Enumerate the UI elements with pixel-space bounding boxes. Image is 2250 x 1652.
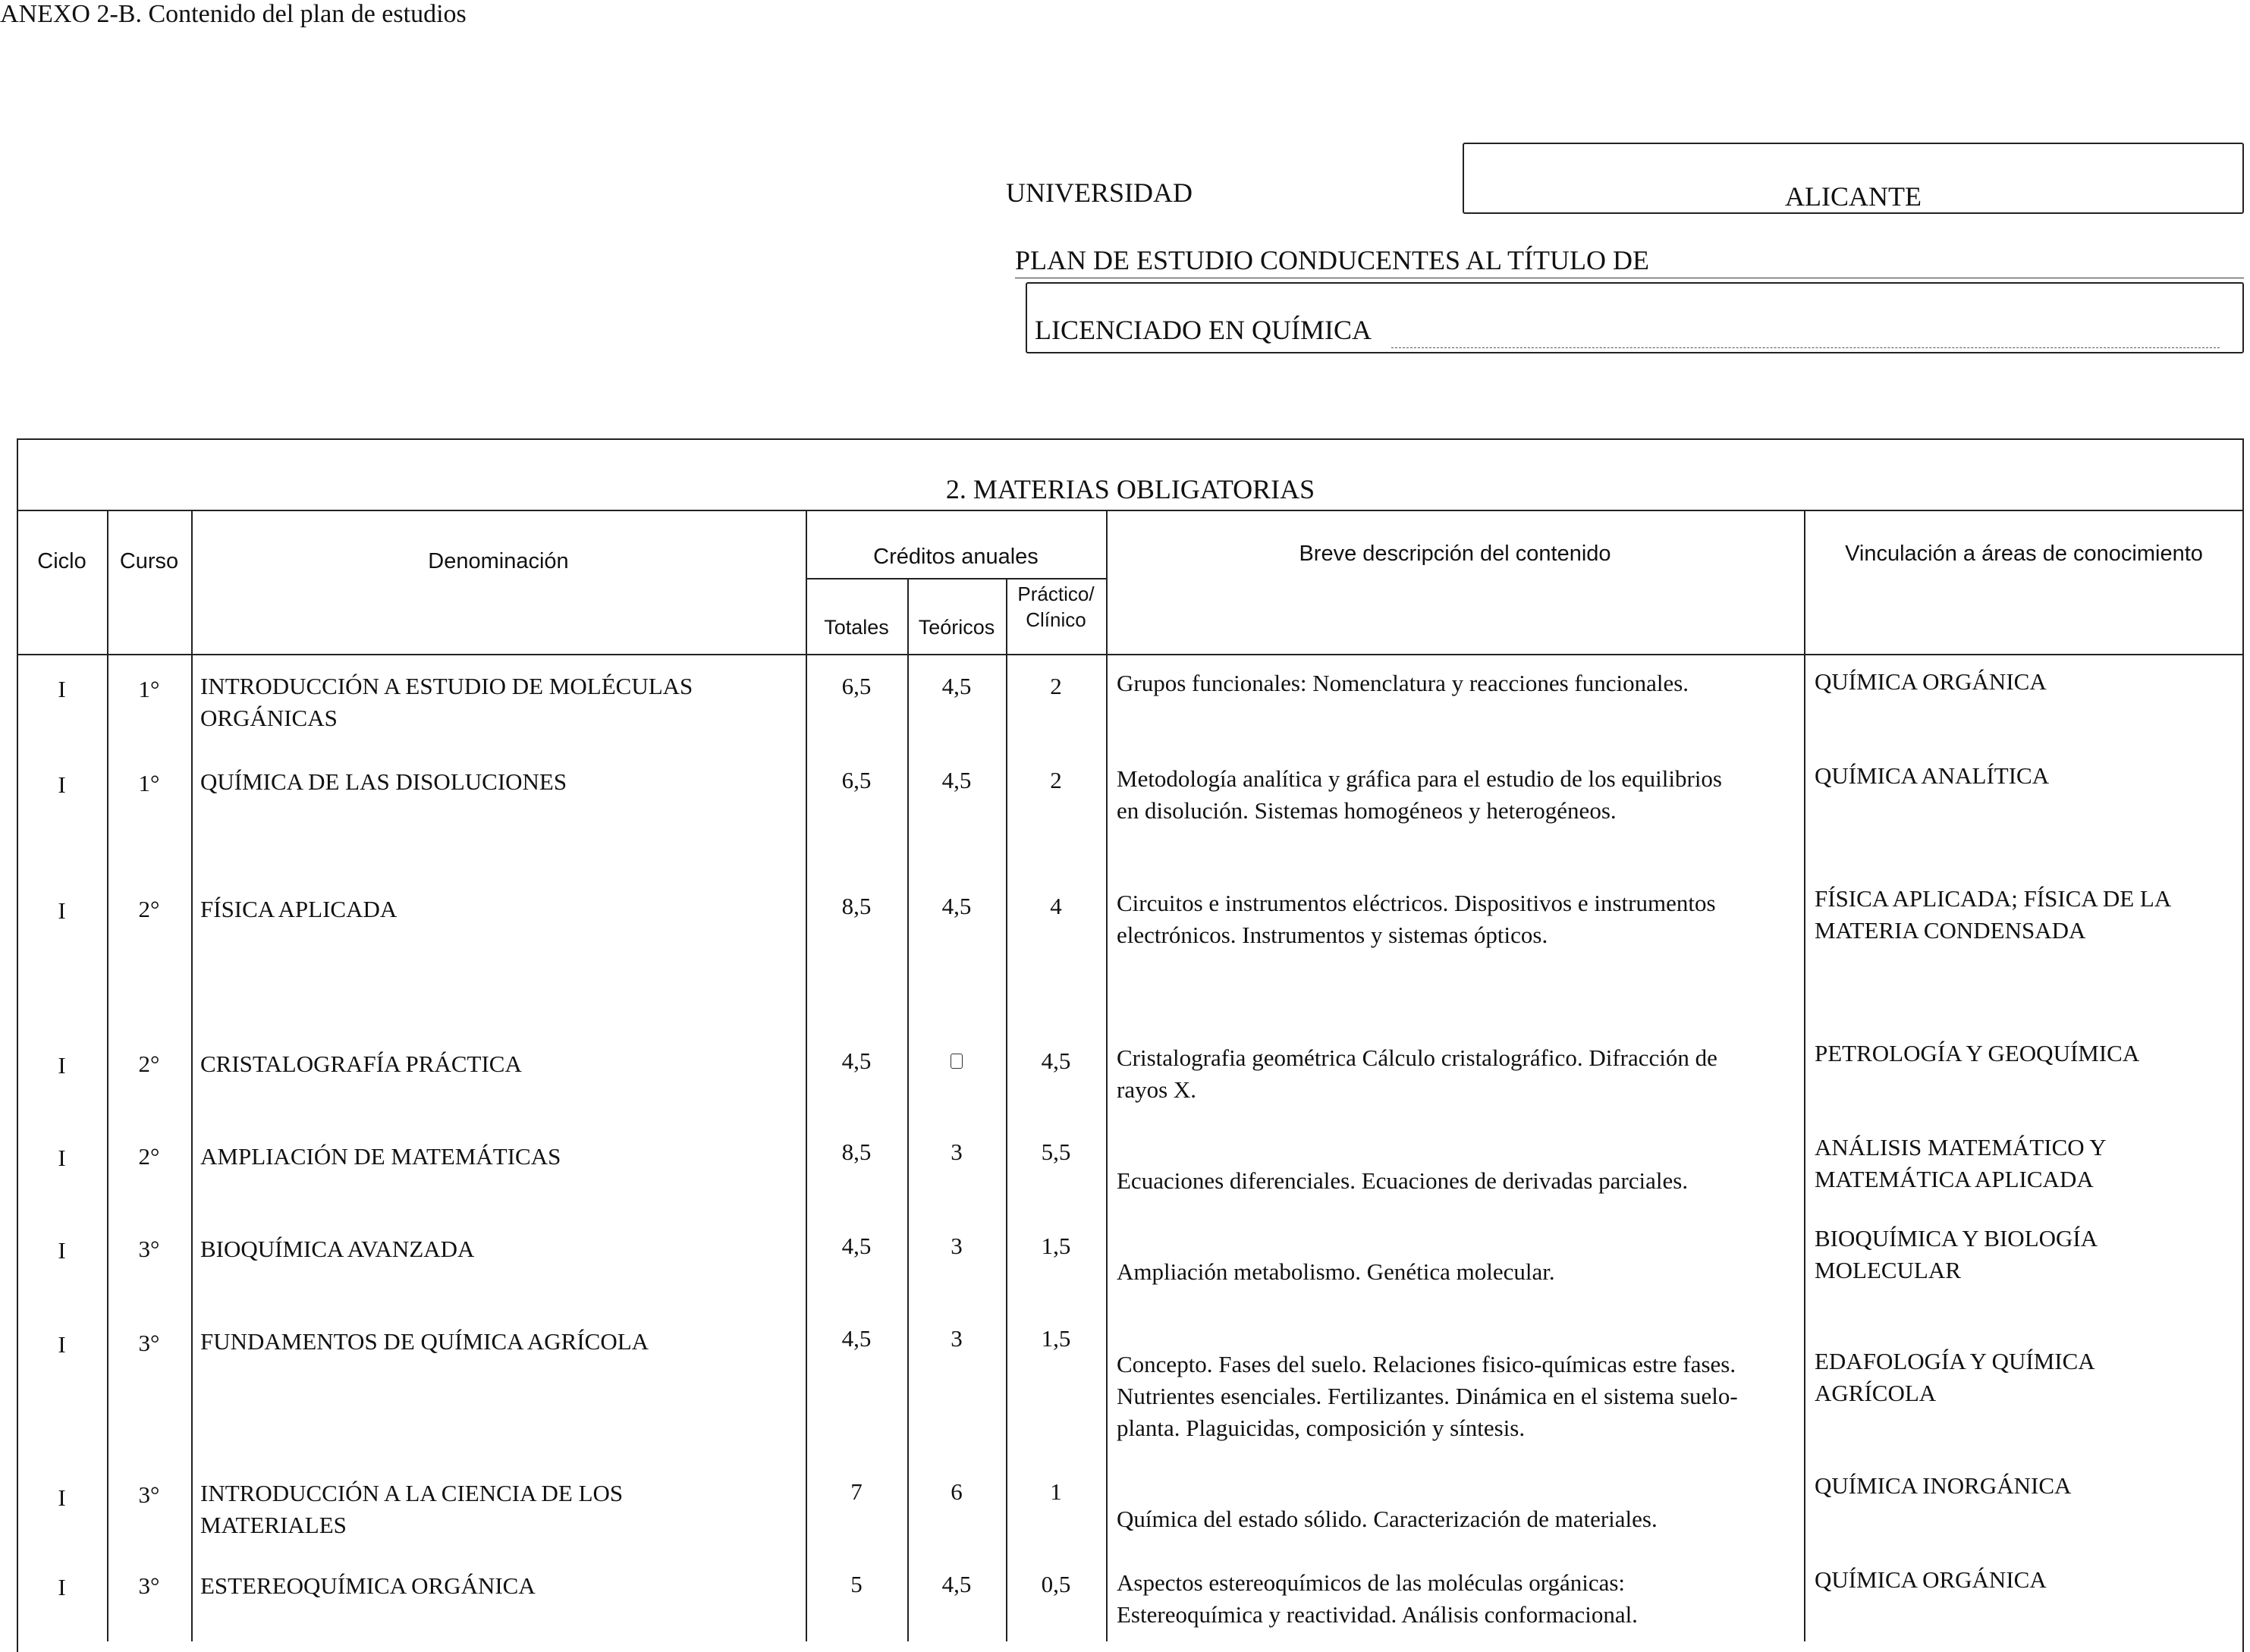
row3-curso: 2° [138,896,160,922]
row6-denominacion-line1: BIOQUÍMICA AVANZADA [200,1236,475,1262]
row4-practicos: 4,5 [1041,1047,1071,1074]
row9-vinculacion [1815,1564,2239,1596]
row9-denominacion [200,1570,800,1602]
row5-denominacion [200,1141,800,1173]
credits-sub-line [806,578,1106,579]
row7-teoricos: 3 [951,1325,963,1352]
row8-descripcion-line1: Química del estado sólido. Caracterización de materiales. [1117,1506,1658,1532]
row8-ciclo: I [58,1484,66,1511]
row4-denominacion-line1: CRISTALOGRAFÍA PRÁCTICA [200,1051,522,1077]
header-creditos: Créditos anuales [873,545,1039,569]
header-totales: Totales [824,616,889,639]
row7-vinculacion [1815,1346,2239,1409]
header-vinculacion: Vinculación a áreas de conocimiento [1845,542,2203,566]
row5-vinculacion-line1: ANÁLISIS MATEMÁTICO Y [1815,1134,2107,1160]
section-title: 2. MATERIAS OBLIGATORIAS [945,474,1315,504]
row2-totales: 6,5 [841,767,872,793]
row8-denominacion-line2: MATERIALES [200,1512,347,1538]
row5-practicos: 5,5 [1041,1138,1071,1165]
col-line-7 [1804,510,1805,1641]
row4-descripcion-line1: Cristalografia geométrica Cálculo cristalográfico. Difracción de [1117,1044,1717,1071]
row5-vinculacion-line2: MATEMÁTICA APLICADA [1815,1166,2094,1192]
row6-curso: 3° [138,1236,160,1262]
row5-denominacion-line1: AMPLIACIÓN DE MATEMÁTICAS [200,1143,561,1170]
header-practico [1006,581,1106,633]
university-box [1463,143,2244,214]
university-value: ALICANTE [1785,181,1922,212]
row7-vinculacion-line1: EDAFOLOGÍA Y QUÍMICA [1815,1348,2095,1374]
row1-teoricos: 4,5 [941,673,972,699]
row4-descripcion [1117,1042,1799,1106]
col-line-6 [1106,510,1108,1641]
row2-descripcion-line1: Metodología analítica y gráfica para el estudio de los equilibrios [1117,765,1722,792]
row4-ciclo: I [58,1052,66,1079]
row4-teoricos [907,1045,1006,1077]
row6-practicos: 1,5 [1041,1233,1071,1259]
row8-descripcion [1117,1503,1799,1535]
row3-descripcion [1117,887,1799,951]
row1-descripcion [1117,667,1799,699]
row1-ciclo: I [58,676,66,702]
row6-totales: 4,5 [841,1233,872,1259]
row1-vinculacion [1815,666,2239,698]
row7-practicos: 1,5 [1041,1325,1071,1352]
row9-totales: 5 [850,1571,863,1597]
row5-descripcion [1117,1165,1799,1197]
row2-descripcion-line2: en disolución. Sistemas homogéneos y heterogéneos. [1117,797,1617,824]
row9-curso: 3° [138,1572,160,1599]
row7-descripcion-line3: planta. Plaguicidas, composición y síntesis. [1117,1415,1526,1441]
row8-curso: 3° [138,1481,160,1508]
header-denominacion: Denominación [428,549,569,573]
row6-ciclo: I [58,1237,66,1264]
row9-descripcion [1117,1567,1799,1631]
row5-ciclo: I [58,1145,66,1171]
header-practico-line1: Práctico/ [1017,583,1095,605]
row2-denominacion-line1: QUÍMICA DE LAS DISOLUCIONES [200,768,567,795]
row7-totales: 4,5 [841,1325,872,1352]
row3-ciclo: I [58,897,66,924]
row6-denominacion [200,1233,800,1265]
row8-denominacion [200,1478,800,1541]
row8-denominacion-line1: INTRODUCCIÓN A LA CIENCIA DE LOS [200,1480,624,1506]
row3-teoricos: 4,5 [941,893,972,919]
row3-descripcion-line1: Circuitos e instrumentos eléctricos. Dispositivos e instrumentos [1117,890,1716,916]
row1-descripcion-line1: Grupos funcionales: Nomenclatura y reacciones funcionales. [1117,670,1689,696]
row7-curso: 3° [138,1330,160,1356]
degree-title-dashline [1391,347,2220,348]
row1-practicos: 2 [1050,673,1062,699]
header-top-line [17,510,2244,511]
row7-ciclo: I [58,1331,66,1358]
header-teoricos: Teóricos [918,616,995,639]
row5-teoricos: 3 [951,1138,963,1165]
header-descripcion: Breve descripción del contenido [1299,542,1611,566]
row1-vinculacion-line1: QUÍMICA ORGÁNICA [1815,668,2047,695]
row7-descripcion [1117,1349,1799,1444]
row9-teoricos: 4,5 [941,1571,972,1597]
row4-vinculacion [1815,1038,2239,1069]
row7-denominacion [200,1326,800,1358]
degree-title-box [1026,282,2244,353]
row8-vinculacion-line1: QUÍMICA INORGÁNICA [1815,1472,2072,1499]
row3-vinculacion-line1: FÍSICA APLICADA; FÍSICA DE LA [1815,885,2172,912]
row6-descripcion-line1: Ampliación metabolismo. Genética molecular. [1117,1258,1555,1285]
row4-teoricos-box-glyph [951,1054,963,1069]
row3-totales: 8,5 [841,893,872,919]
row2-practicos: 2 [1050,767,1062,793]
row9-descripcion-line2: Estereoquímica y reactividad. Análisis conformacional. [1117,1601,1638,1628]
row2-denominacion [200,766,800,798]
row3-practicos: 4 [1050,893,1062,919]
row7-descripcion-line1: Concepto. Fases del suelo. Relaciones fisico-químicas estre fases. [1117,1351,1736,1377]
row3-descripcion-line2: electrónicos. Instrumentos y sistemas ópticos. [1117,922,1548,948]
row2-vinculacion [1815,760,2239,792]
row2-teoricos: 4,5 [941,767,972,793]
row9-descripcion-line1: Aspectos estereoquímicos de las moléculas orgánicas: [1117,1569,1626,1596]
row7-vinculacion-line2: AGRÍCOLA [1815,1380,1937,1406]
row1-totales: 6,5 [841,673,872,699]
degree-title: LICENCIADO EN QUÍMICA [1035,315,1372,345]
col-line-2 [191,510,193,1641]
row5-curso: 2° [138,1143,160,1170]
row8-teoricos: 6 [951,1478,963,1505]
header-curso: Curso [119,549,179,573]
row8-practicos: 1 [1050,1478,1062,1505]
row3-denominacion [200,894,800,925]
row5-descripcion-line1: Ecuaciones diferenciales. Ecuaciones de derivadas parciales. [1117,1167,1689,1194]
row3-vinculacion [1815,883,2239,947]
row1-denominacion [200,671,800,734]
row4-denominacion [200,1048,800,1080]
row2-curso: 1° [138,770,160,796]
row8-totales: 7 [850,1478,863,1505]
row3-denominacion-line1: FÍSICA APLICADA [200,896,398,922]
row4-curso: 2° [138,1051,160,1077]
row1-curso: 1° [138,676,160,702]
row6-teoricos: 3 [951,1233,963,1259]
row6-vinculacion-line1: BIOQUÍMICA Y BIOLOGÍA [1815,1225,2098,1252]
row4-descripcion-line2: rayos X. [1117,1076,1197,1103]
header-ciclo: Ciclo [37,549,86,573]
row5-vinculacion [1815,1132,2239,1195]
row3-vinculacion-line2: MATERIA CONDENSADA [1815,917,2086,944]
university-label: UNIVERSIDAD [1006,177,1193,208]
row4-vinculacion-line1: PETROLOGÍA Y GEOQUÍMICA [1815,1040,2140,1066]
row7-denominacion-line1: FUNDAMENTOS DE QUÍMICA AGRÍCOLA [200,1328,649,1355]
row6-descripcion [1117,1256,1799,1288]
row6-vinculacion-line2: MOLECULAR [1815,1257,1961,1283]
row6-vinculacion [1815,1223,2239,1286]
row5-totales: 8,5 [841,1138,872,1165]
row9-practicos: 0,5 [1041,1571,1071,1597]
row2-ciclo: I [58,771,66,798]
row2-descripcion [1117,763,1799,827]
row2-vinculacion-line1: QUÍMICA ANALÍTICA [1815,762,2050,789]
row8-vinculacion [1815,1470,2239,1502]
row4-totales: 4,5 [841,1047,872,1074]
plan-label: PLAN DE ESTUDIO CONDUCENTES AL TÍTULO DE [1015,245,1649,275]
row9-denominacion-line1: ESTEREOQUÍMICA ORGÁNICA [200,1572,536,1599]
annex-title: ANEXO 2-B. Contenido del plan de estudios [0,0,467,28]
row1-denominacion-line2: ORGÁNICAS [200,705,338,731]
row9-ciclo: I [58,1574,66,1600]
header-practico-line2: Clínico [1026,608,1086,631]
row9-vinculacion-line1: QUÍMICA ORGÁNICA [1815,1566,2047,1593]
row7-descripcion-line2: Nutrientes esenciales. Fertilizantes. Dinámica en el sistema suelo- [1117,1383,1738,1409]
row1-denominacion-line1: INTRODUCCIÓN A ESTUDIO DE MOLÉCULAS [200,673,693,699]
header-bottom-line [17,654,2244,655]
